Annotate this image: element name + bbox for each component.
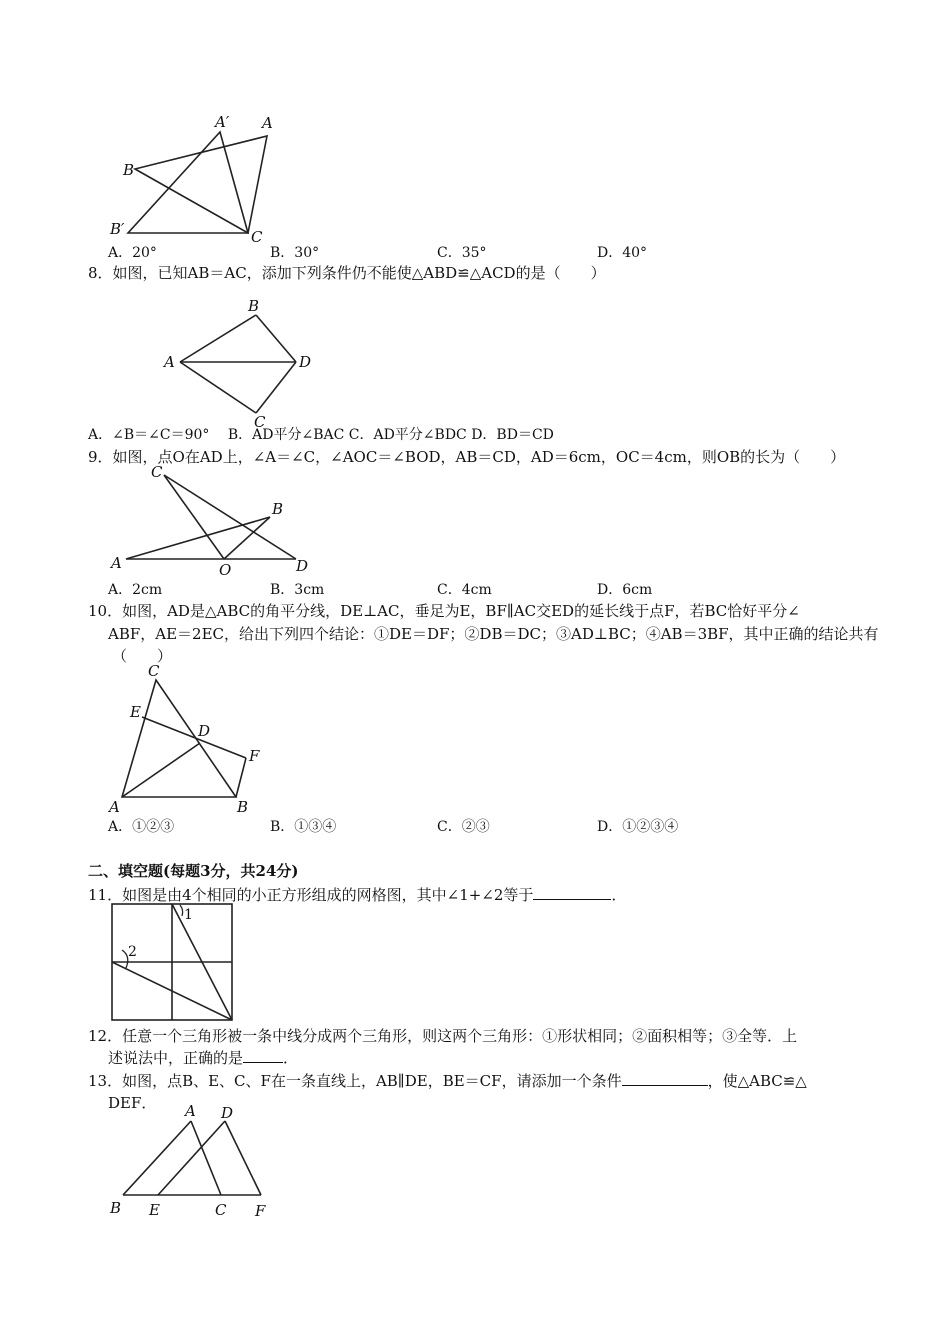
q10-label-f: F <box>249 747 260 765</box>
q10-label-d: D <box>198 722 211 740</box>
q11-label-angle-1: 1 <box>184 907 193 923</box>
q10-option-c[interactable]: C．②③ <box>437 819 490 835</box>
q11-stem-text: 11．如图是由4个相同的小正方形组成的网格图，其中∠1+∠2等于 <box>88 886 534 904</box>
q13-segment-df <box>225 1121 261 1195</box>
q10-figure <box>104 660 274 818</box>
q7-label-c: C <box>251 228 263 245</box>
q7-option-d[interactable]: D．40° <box>597 245 648 261</box>
q10-option-a[interactable]: A．①②③ <box>108 819 175 835</box>
q10-label-e: E <box>130 703 141 721</box>
q8-segment-bd <box>256 315 296 362</box>
q7-figure <box>105 110 295 245</box>
section-2-heading: 二、填空题(每题3分，共24分) <box>88 862 299 880</box>
q12-stem-line1: 12．任意一个三角形被一条中线分成两个三角形，则这两个三角形：①形状相同；②面积相等；③全等．上 <box>88 1027 798 1045</box>
q13-figure <box>105 1103 280 1221</box>
q7-label-b: B <box>123 161 135 179</box>
q7-triangle-abc <box>135 136 267 233</box>
q11-grid-figure <box>108 900 238 1024</box>
q8-label-c: C <box>254 413 266 430</box>
q7-option-a[interactable]: A．20° <box>108 245 157 261</box>
q8-label-d: D <box>299 353 312 371</box>
q10-option-b[interactable]: B．①③④ <box>270 819 337 835</box>
q13-label-a: A <box>185 1103 196 1120</box>
q8-stem: 8．如图，已知AB＝AC，添加下列条件仍不能使△ABD≌△ACD的是（ ） <box>88 264 606 282</box>
q8-segment-ac <box>180 362 256 413</box>
q12-stem-text: 述说法中，正确的是 <box>108 1049 244 1067</box>
q11-answer-blank[interactable] <box>533 884 611 900</box>
q10-stem-line3: （ ） <box>112 647 173 665</box>
q13-answer-blank[interactable] <box>622 1070 708 1086</box>
q11-angle-1-arc <box>180 905 183 916</box>
q13-label-b: B <box>110 1199 122 1217</box>
q9-figure <box>108 462 318 577</box>
q13-stem-line2: DEF． <box>108 1094 157 1112</box>
q11-stem-end: ． <box>611 886 627 904</box>
q13-label-f: F <box>255 1202 266 1220</box>
q7-label-a-prime: A′ <box>215 113 230 131</box>
q9-stem: 9．如图，点O在AD上，∠A＝∠C，∠AOC＝∠BOD，AB＝CD，AD＝6cm，OC＝4cm，则OB的长为（ ） <box>88 448 846 466</box>
q7-label-a: A <box>262 114 273 132</box>
q10-option-d[interactable]: D．①②③④ <box>597 819 679 835</box>
q7-option-b[interactable]: B．30° <box>270 245 320 261</box>
q9-option-b[interactable]: B．3cm <box>270 582 325 598</box>
q10-triangle-abc <box>122 680 236 797</box>
q13-label-e: E <box>149 1201 160 1219</box>
q12-stem-line2 <box>108 1047 298 1069</box>
q13-segment-ac <box>191 1121 221 1195</box>
q13-stem-text: 13．如图，点B、E、C、F在一条直线上，AB∥DE，BE＝CF，请添加一个条件 <box>88 1072 622 1090</box>
q9-option-a[interactable]: A．2cm <box>108 582 163 598</box>
q9-label-b: B <box>272 500 284 518</box>
q12-stem-end: ． <box>283 1049 299 1067</box>
q10-stem-line2: ABF，AE＝2EC，给出下列四个结论：①DE＝DF；②DB＝DC；③AD⊥BC；④AB＝3BF，其中正确的结论共有 <box>108 625 879 643</box>
q8-label-a: A <box>164 353 175 371</box>
q8-figure <box>160 295 320 430</box>
q9-option-c[interactable]: C．4cm <box>437 582 492 598</box>
q10-label-a: A <box>109 798 120 816</box>
q7-triangle-a-prime-b-prime-c <box>128 132 248 233</box>
q13-segment-ab <box>123 1121 191 1195</box>
q13-label-c: C <box>215 1201 227 1219</box>
q13-stem-line1 <box>88 1070 807 1092</box>
q13-label-d: D <box>221 1104 234 1122</box>
q10-segment-ad <box>122 743 200 797</box>
q9-label-a: A <box>111 554 122 572</box>
q8-label-b: B <box>248 297 260 315</box>
q9-label-d: D <box>296 557 309 575</box>
q7-label-b-prime: B′ <box>110 220 125 238</box>
q9-segment-oc <box>164 475 224 559</box>
q10-label-c: C <box>148 662 160 680</box>
q10-segment-bf <box>236 758 246 797</box>
q9-label-c: C <box>151 463 163 481</box>
q7-option-c[interactable]: C．35° <box>437 245 487 261</box>
q9-label-o: O <box>219 561 232 577</box>
q8-segment-ab <box>180 315 256 362</box>
q13-stem-text-2: ，使△ABC≌△ <box>707 1072 807 1090</box>
q8-options[interactable]: A．∠B＝∠C＝90° B．AD平分∠BAC C．AD平分∠BDC D．BD＝CD <box>88 427 554 443</box>
q9-option-d[interactable]: D．6cm <box>597 582 653 598</box>
q12-answer-blank[interactable] <box>243 1047 283 1063</box>
q11-angle-2-arc <box>122 950 128 968</box>
q10-segment-ef <box>142 717 246 758</box>
q10-stem-line1: 10．如图，AD是△ABC的角平分线，DE⊥AC，垂足为E，BF∥AC交ED的延长线于点F，若BC恰好平分∠ <box>88 602 800 620</box>
q10-label-b: B <box>237 798 249 816</box>
q13-segment-de <box>158 1121 225 1195</box>
q8-segment-cd <box>256 362 296 413</box>
q11-label-angle-2: 2 <box>128 944 137 960</box>
